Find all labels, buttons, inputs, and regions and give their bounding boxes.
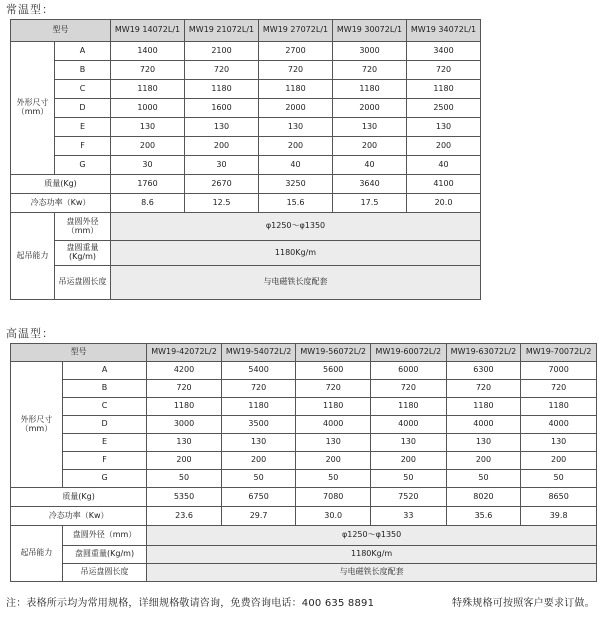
dimension-value: 50: [521, 470, 597, 488]
dimension-value: 720: [259, 61, 333, 80]
dimension-value: 200: [371, 452, 447, 470]
dimension-label: B: [62, 380, 146, 398]
dimension-value: 40: [259, 156, 333, 175]
dimension-value: 5400: [221, 362, 296, 380]
capacity-value: 1180Kg/m: [111, 241, 481, 266]
dimension-value: 50: [221, 470, 296, 488]
capacity-group-label: 起吊能力: [11, 526, 63, 582]
dimension-value: 30: [111, 156, 185, 175]
model-header: 型号: [11, 20, 111, 42]
dimension-row: [11, 42, 481, 61]
dimension-value: 720: [371, 380, 447, 398]
dimension-label: G: [62, 470, 146, 488]
dimension-value: 200: [111, 137, 185, 156]
dimension-value: 130: [333, 118, 407, 137]
capacity-label: 盘圆重量(Kg/m): [62, 546, 146, 564]
weight-value: 7520: [371, 488, 447, 507]
dimension-value: 130: [259, 118, 333, 137]
high-temp-title: 高温型：: [6, 327, 54, 340]
weight-value: 8020: [446, 488, 521, 507]
dimension-value: 720: [221, 380, 296, 398]
weight-value: 8650: [521, 488, 597, 507]
power-value: 17.5: [333, 194, 407, 213]
dimension-row: [11, 380, 597, 398]
dimension-row: [11, 156, 481, 175]
power-value: 33: [371, 507, 447, 526]
dimension-value: 200: [407, 137, 481, 156]
capacity-group-label: 起吊能力: [11, 213, 55, 300]
weight-value: 2670: [185, 175, 259, 194]
dimension-value: 1180: [521, 398, 597, 416]
dimension-value: 4000: [371, 416, 447, 434]
dimension-value: 720: [185, 61, 259, 80]
dimension-value: 720: [521, 380, 597, 398]
weight-label: 质量(Kg): [11, 175, 111, 194]
capacity-row: [11, 526, 597, 546]
dimension-value: 3000: [147, 416, 222, 434]
dimension-value: 1180: [371, 398, 447, 416]
dimension-value: 40: [407, 156, 481, 175]
dimension-label: A: [62, 362, 146, 380]
power-value: 39.8: [521, 507, 597, 526]
dimension-value: 200: [446, 452, 521, 470]
header-row: [11, 344, 597, 362]
dimension-value: 1000: [111, 99, 185, 118]
dimension-value: 200: [221, 452, 296, 470]
dimension-value: 6000: [371, 362, 447, 380]
power-value: 15.6: [259, 194, 333, 213]
dimension-label: D: [62, 416, 146, 434]
capacity-value: φ1250～φ1350: [147, 526, 597, 546]
dimension-value: 50: [147, 470, 222, 488]
capacity-row: [11, 213, 481, 241]
dimension-value: 130: [296, 434, 371, 452]
dimension-value: 200: [521, 452, 597, 470]
dimension-value: 1180: [147, 398, 222, 416]
dimension-value: 130: [446, 434, 521, 452]
dimension-value: 1180: [296, 398, 371, 416]
power-value: 30.0: [296, 507, 371, 526]
model-name: MW19-63072L/2: [446, 344, 521, 362]
dimension-value: 130: [407, 118, 481, 137]
dimension-label: B: [55, 61, 111, 80]
dimension-value: 720: [147, 380, 222, 398]
weight-value: 3250: [259, 175, 333, 194]
dimension-label: A: [55, 42, 111, 61]
model-name: MW19-54072L/2: [221, 344, 296, 362]
dimension-value: 200: [259, 137, 333, 156]
dimension-value: 2000: [259, 99, 333, 118]
dimension-value: 3500: [221, 416, 296, 434]
dimension-value: 130: [185, 118, 259, 137]
weight-label: 质量(Kg): [11, 488, 147, 507]
dimension-row: [11, 99, 481, 118]
dimension-value: 4200: [147, 362, 222, 380]
model-name: MW19 14072L/1: [111, 20, 185, 42]
dimension-value: 50: [371, 470, 447, 488]
power-value: 35.6: [446, 507, 521, 526]
weight-value: 5350: [147, 488, 222, 507]
dimension-row: [11, 398, 597, 416]
dimension-value: 30: [185, 156, 259, 175]
dimension-value: 200: [147, 452, 222, 470]
power-value: 8.6: [111, 194, 185, 213]
footnote: [6, 597, 598, 610]
dimension-value: 1400: [111, 42, 185, 61]
dimension-label: G: [55, 156, 111, 175]
dimension-value: 1180: [259, 80, 333, 99]
model-name: MW19-56072L/2: [296, 344, 371, 362]
power-value: 12.5: [185, 194, 259, 213]
dimension-row: [11, 434, 597, 452]
dimension-value: 130: [521, 434, 597, 452]
high-temp-spec-table: [10, 343, 597, 582]
model-name: MW19 30072L/1: [333, 20, 407, 42]
dimension-value: 50: [296, 470, 371, 488]
weight-row: [11, 488, 597, 507]
capacity-row: [11, 546, 597, 564]
capacity-label: 盘圆外径（mm）: [62, 526, 146, 546]
model-header: 型号: [11, 344, 147, 362]
capacity-value: 与电磁铁长度配套: [111, 266, 481, 300]
model-name: MW19-60072L/2: [371, 344, 447, 362]
dimension-value: 2100: [185, 42, 259, 61]
dimension-label: C: [55, 80, 111, 99]
dimension-label: F: [55, 137, 111, 156]
dimension-value: 4000: [446, 416, 521, 434]
dimension-value: 1180: [446, 398, 521, 416]
dimension-value: 1180: [111, 80, 185, 99]
dimension-value: 40: [333, 156, 407, 175]
dimension-row: [11, 452, 597, 470]
model-name: MW19-42072L/2: [147, 344, 222, 362]
dimension-value: 1180: [333, 80, 407, 99]
capacity-label: 吊运盘圆长度: [62, 564, 146, 582]
dimension-label: D: [55, 99, 111, 118]
dimension-row: [11, 61, 481, 80]
dimension-value: 2000: [333, 99, 407, 118]
capacity-row: [11, 564, 597, 582]
capacity-label: 吊运盘圆长度: [55, 266, 111, 300]
dimension-row: [11, 118, 481, 137]
normal-temp-spec-table: [10, 19, 481, 300]
dimension-value: 3400: [407, 42, 481, 61]
model-name: MW19-70072L/2: [521, 344, 597, 362]
weight-value: 1760: [111, 175, 185, 194]
dimension-value: 1600: [185, 99, 259, 118]
dimension-value: 1180: [221, 398, 296, 416]
footnote-text: 注：表格所示均为常用规格，详细规格敬请咨询，免费咨询电话：400 635 8891: [6, 598, 375, 609]
header-row: [11, 20, 481, 42]
dimension-row: [11, 416, 597, 434]
dimension-value: 200: [333, 137, 407, 156]
dimension-value: 130: [221, 434, 296, 452]
dimension-row: [11, 470, 597, 488]
dimension-value: 50: [446, 470, 521, 488]
weight-value: 3640: [333, 175, 407, 194]
power-value: 29.7: [221, 507, 296, 526]
dimension-label: C: [62, 398, 146, 416]
model-name: MW19 34072L/1: [407, 20, 481, 42]
dimension-value: 1180: [407, 80, 481, 99]
dimension-value: 130: [371, 434, 447, 452]
dimension-value: 720: [333, 61, 407, 80]
dimension-value: 4000: [296, 416, 371, 434]
dimension-value: 2700: [259, 42, 333, 61]
dimension-row: [11, 137, 481, 156]
capacity-label: 盘圆重量(Kg/m): [55, 241, 111, 266]
capacity-value: 与电磁铁长度配套: [147, 564, 597, 582]
dimension-value: 720: [407, 61, 481, 80]
normal-temp-title: 常温型：: [6, 3, 54, 16]
dimension-value: 2500: [407, 99, 481, 118]
dimension-value: 200: [296, 452, 371, 470]
model-name: MW19 21072L/1: [185, 20, 259, 42]
capacity-value: 1180Kg/m: [147, 546, 597, 564]
power-value: 23.6: [147, 507, 222, 526]
weight-value: 6750: [221, 488, 296, 507]
dimension-value: 6300: [446, 362, 521, 380]
dimension-value: 5600: [296, 362, 371, 380]
dimension-value: 720: [446, 380, 521, 398]
weight-row: [11, 175, 481, 194]
capacity-value: φ1250～φ1350: [111, 213, 481, 241]
dimension-label: F: [62, 452, 146, 470]
dimension-value: 7000: [521, 362, 597, 380]
power-label: 冷态功率（Kw）: [11, 507, 147, 526]
weight-value: 4100: [407, 175, 481, 194]
model-name: MW19 27072L/1: [259, 20, 333, 42]
dimension-value: 130: [111, 118, 185, 137]
dimension-value: 720: [296, 380, 371, 398]
dimension-value: 720: [111, 61, 185, 80]
footnote-special-order: 特殊规格可按照客户要求订做。: [452, 598, 595, 609]
weight-value: 7080: [296, 488, 371, 507]
dimension-value: 1180: [185, 80, 259, 99]
capacity-row: [11, 241, 481, 266]
dimension-row: [11, 362, 597, 380]
power-label: 冷态功率（Kw）: [11, 194, 111, 213]
power-value: 20.0: [407, 194, 481, 213]
capacity-row: [11, 266, 481, 300]
power-row: [11, 194, 481, 213]
dimension-value: 200: [185, 137, 259, 156]
dimension-row: [11, 80, 481, 99]
dimension-label: E: [55, 118, 111, 137]
dimension-label: E: [62, 434, 146, 452]
dimension-group-label: 外形尺寸（mm）: [11, 42, 55, 175]
capacity-label: 盘圆外径（mm）: [55, 213, 111, 241]
dimension-group-label: 外形尺寸（mm）: [11, 362, 63, 488]
dimension-value: 130: [147, 434, 222, 452]
dimension-value: 3000: [333, 42, 407, 61]
power-row: [11, 507, 597, 526]
dimension-value: 4000: [521, 416, 597, 434]
